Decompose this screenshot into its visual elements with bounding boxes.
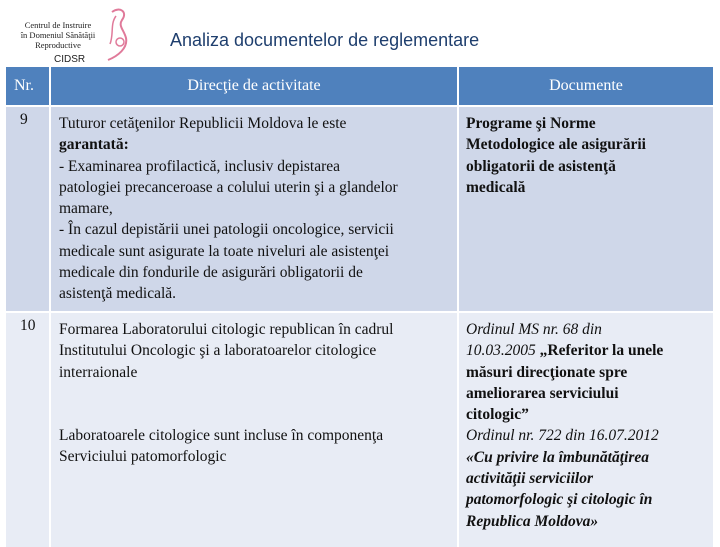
text-line: Formarea Laboratorului citologic republican în cadrul bbox=[59, 321, 394, 338]
text-line: «Cu privire la îmbunătăţirea bbox=[466, 448, 650, 466]
order-date: 10.03.2005 bbox=[466, 342, 536, 360]
text-line: obligatorii de asistenţă bbox=[466, 157, 616, 175]
logo-line: în Domeniul Sănătăţii bbox=[20, 30, 96, 40]
table-row bbox=[6, 312, 714, 547]
text-line: Laboratoarele citologice sunt incluse în componenţa bbox=[59, 426, 384, 444]
text-line: - Examinarea profilactică, inclusiv depistarea bbox=[59, 157, 341, 175]
text-line: medicale sunt asigurate la toate niveluri ale asistenţei bbox=[59, 242, 390, 260]
row-directie bbox=[50, 106, 458, 312]
text-line: activităţii serviciilor bbox=[466, 470, 593, 488]
text-line: asistenţă medicală. bbox=[59, 285, 177, 303]
text-line: mamare, bbox=[59, 200, 113, 218]
woman-silhouette-icon bbox=[98, 6, 134, 64]
text-line: medicală bbox=[466, 178, 526, 196]
row-documente bbox=[458, 106, 714, 312]
row-documente bbox=[458, 312, 714, 547]
text-line: Programe şi Norme bbox=[466, 115, 596, 132]
row-number: 10 bbox=[6, 312, 50, 547]
cidsr-logo bbox=[10, 4, 130, 66]
text-line: Institutului Oncologic şi a laboratoarelor citologice bbox=[59, 342, 377, 360]
spacer bbox=[59, 383, 449, 425]
text-line: Metodologice ale asigurării bbox=[466, 136, 646, 154]
text-line: garantată: bbox=[59, 136, 129, 154]
text-line: medicale din fondurile de asigurări obligatorii de bbox=[59, 264, 363, 282]
row-directie bbox=[50, 312, 458, 547]
order-reference: Ordinul nr. 722 din 16.07.2012 bbox=[466, 427, 659, 445]
documents-table bbox=[6, 67, 715, 547]
text-line: Serviciului patomorfologic bbox=[59, 448, 227, 466]
text-line: Tuturor cetăţenilor Republicii Moldova le este bbox=[59, 115, 347, 132]
header-directie: Direcţie de activitate bbox=[50, 67, 458, 106]
text-line bbox=[466, 340, 707, 361]
text-line: patomorfologic şi citologic în bbox=[466, 491, 653, 509]
order-title: „Referitor la unele bbox=[539, 342, 664, 360]
logo-line: Centrul de Instruire bbox=[24, 20, 92, 30]
row-number: 9 bbox=[6, 106, 50, 312]
logo-abbreviation: CIDSR bbox=[54, 54, 86, 65]
text-line: Republica Moldova» bbox=[466, 512, 599, 530]
logo-text bbox=[16, 20, 100, 50]
table-header-row bbox=[6, 67, 714, 106]
header-documente: Documente bbox=[458, 67, 714, 106]
table-row bbox=[6, 106, 714, 312]
text-line: patologiei precanceroase a colului uterin şi a glandelor bbox=[59, 178, 398, 196]
order-reference: Ordinul MS nr. 68 din bbox=[466, 321, 602, 338]
logo-line: Reproductive bbox=[35, 40, 81, 50]
text-line: interraionale bbox=[59, 363, 138, 381]
page-title: Analiza documentelor de reglementare bbox=[170, 30, 480, 50]
text-line: citologic” bbox=[466, 406, 529, 424]
text-line: măsuri direcţionate spre bbox=[466, 363, 628, 381]
header-nr: Nr. bbox=[6, 67, 50, 106]
text-line: - În cazul depistării unei patologii oncologice, servicii bbox=[59, 221, 394, 239]
text-line: ameliorarea serviciului bbox=[466, 384, 619, 402]
